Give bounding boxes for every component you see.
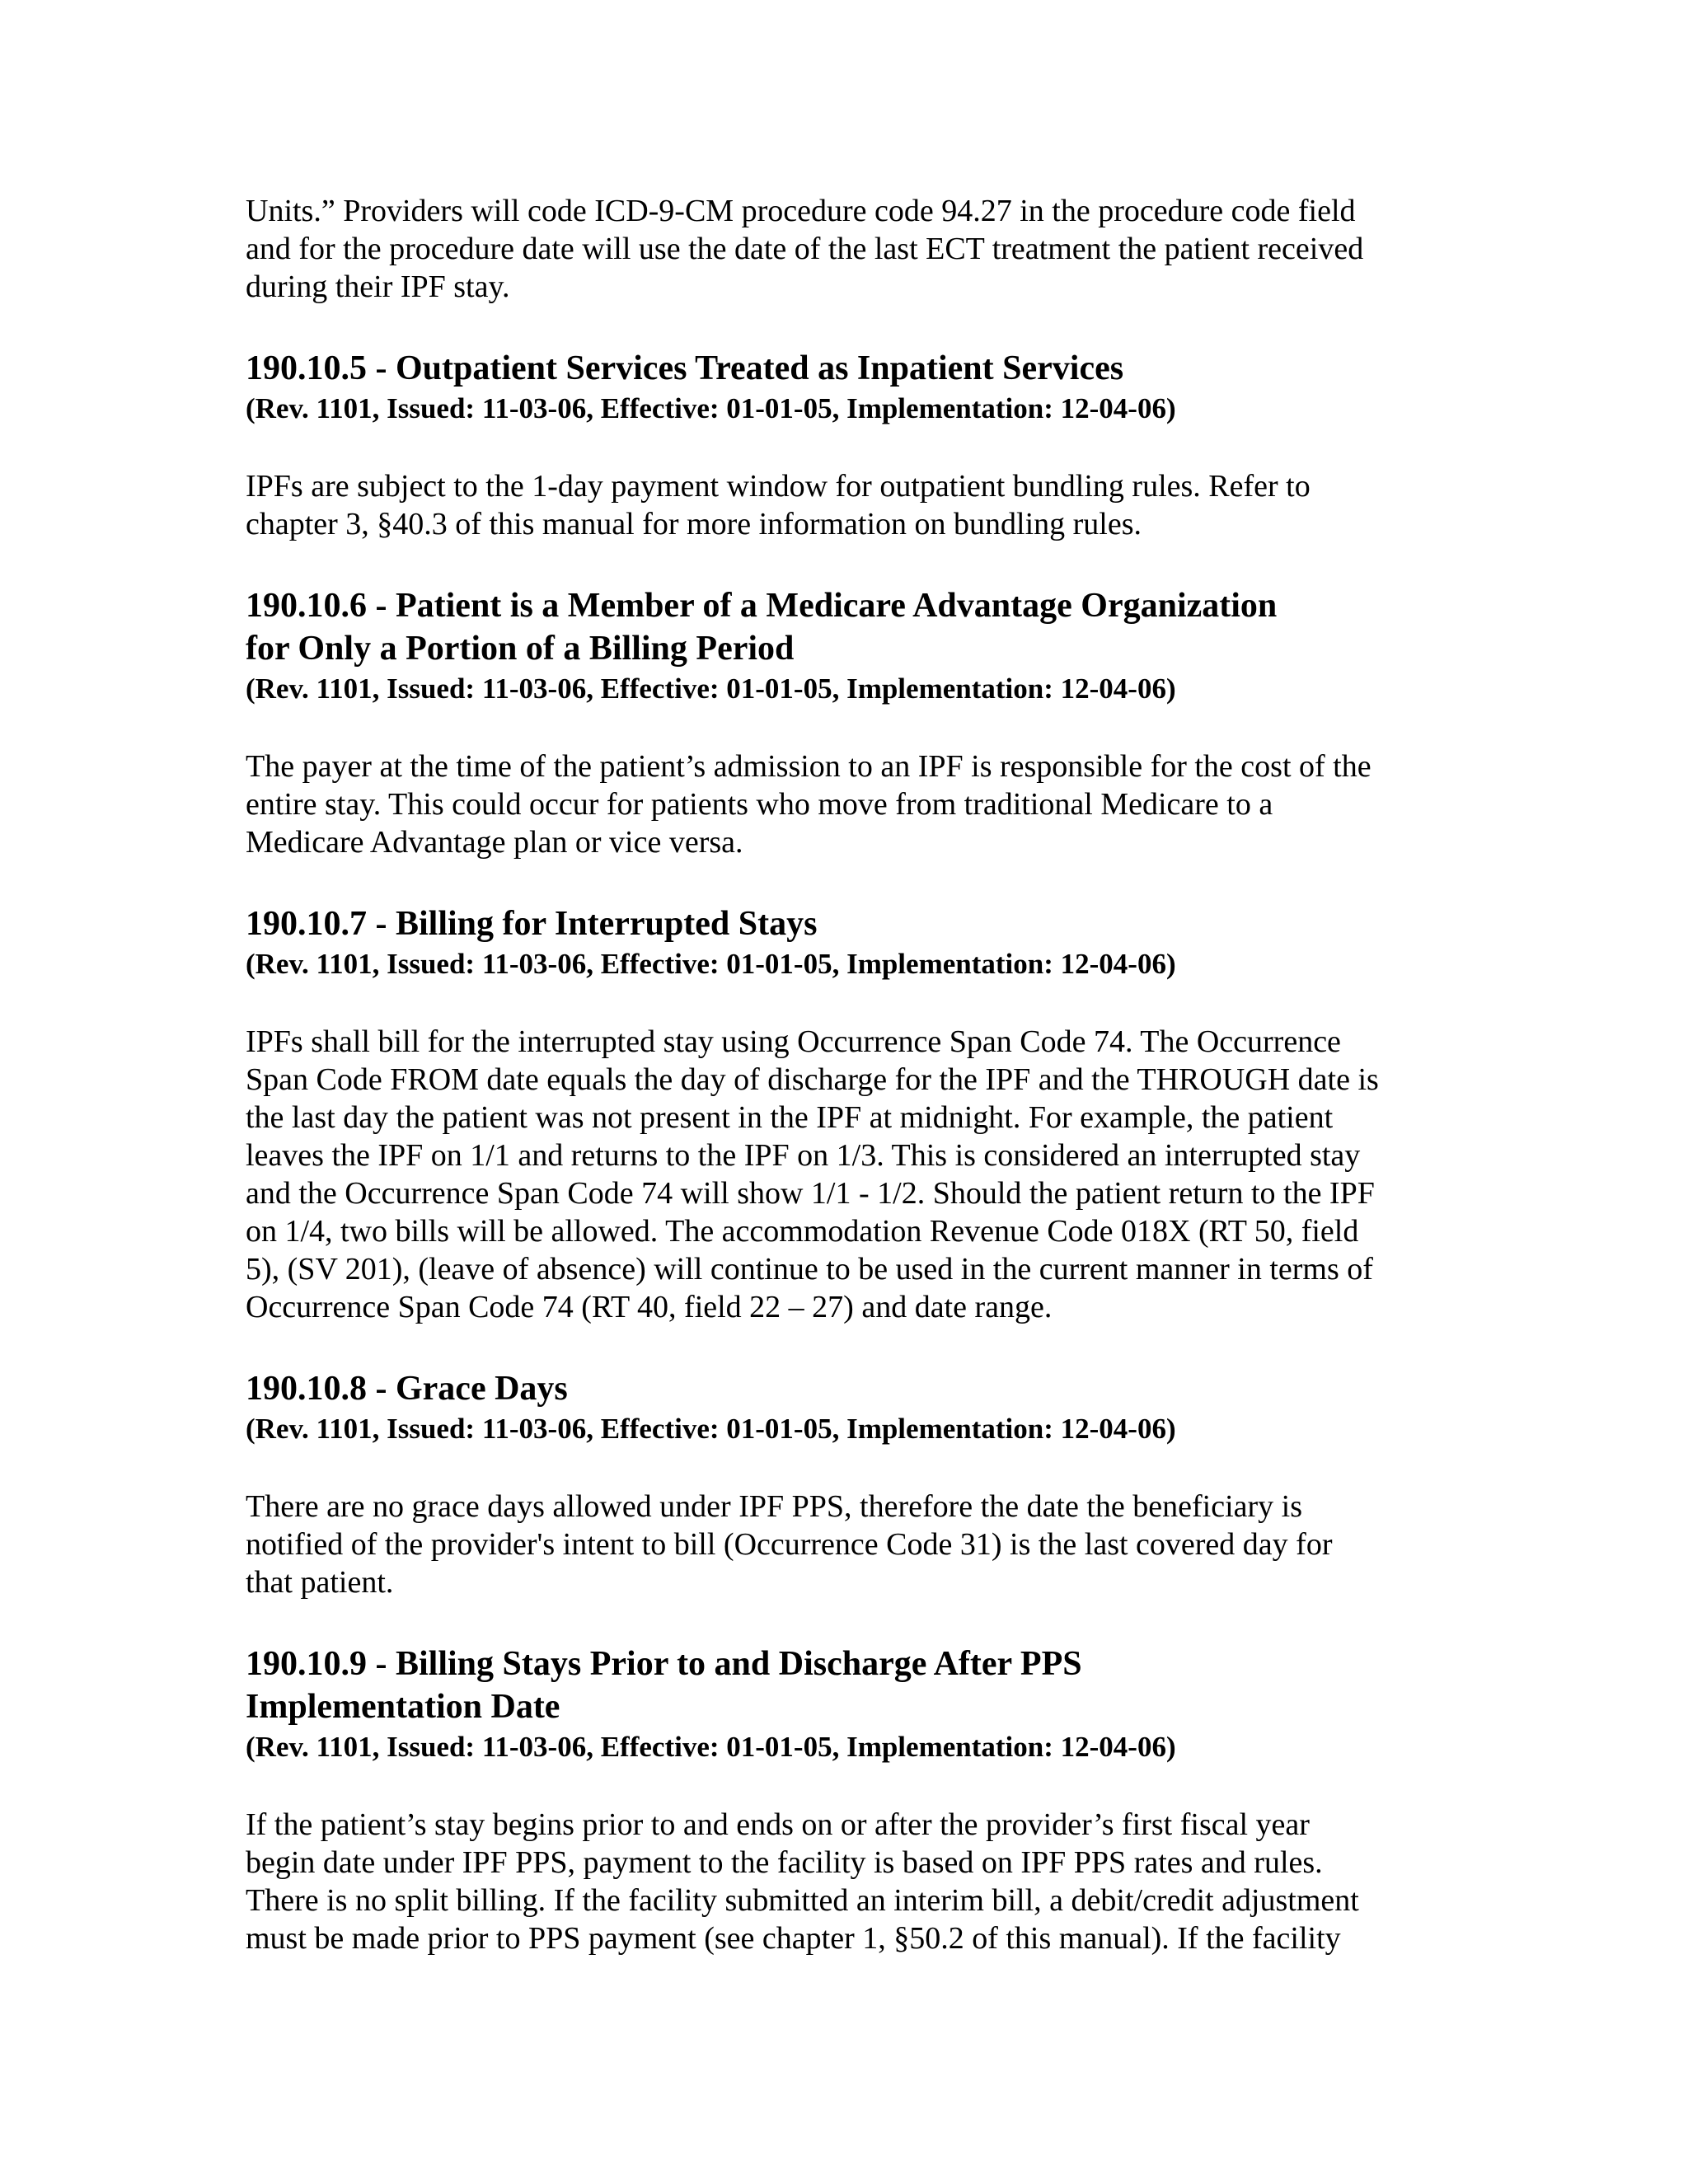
revision-note: (Rev. 1101, Issued: 11-03-06, Effective: 01-01-05, Implementation: 12-04-06) — [246, 1413, 1176, 1445]
paragraph-line: leaves the IPF on 1/1 and returns to the IPF on 1/3. This is considered an interrupted stay — [246, 1138, 1361, 1173]
section-body — [246, 748, 1449, 861]
paragraph-line: the last day the patient was not present in the IPF at midnight. For example, the patient — [246, 1100, 1334, 1135]
paragraph-line: Occurrence Span Code 74 (RT 40, field 22 – 27) and date range. — [246, 1290, 1053, 1324]
paragraph-line: that patient. — [246, 1565, 394, 1600]
paragraph-line: notified of the provider's intent to bill (Occurrence Code 31) is the last covered day for — [246, 1527, 1333, 1562]
revision-note: (Rev. 1101, Issued: 11-03-06, Effective: 01-01-05, Implementation: 12-04-06) — [246, 948, 1176, 980]
paragraph-line: 5), (SV 201), (leave of absence) will continue to be used in the current manner in terms of — [246, 1252, 1373, 1286]
paragraph-line: There is no split billing. If the facility submitted an interim bill, a debit/credit adjustment — [246, 1883, 1359, 1918]
section-body — [246, 1023, 1449, 1326]
document-page — [246, 192, 1449, 1957]
paragraph-line: Medicare Advantage plan or vice versa. — [246, 825, 743, 860]
section-body — [246, 467, 1449, 543]
intro-paragraph — [246, 192, 1449, 306]
revision-note: (Rev. 1101, Issued: 11-03-06, Effective: 01-01-05, Implementation: 12-04-06) — [246, 1731, 1176, 1763]
section-body — [246, 1488, 1449, 1601]
paragraph-line: There are no grace days allowed under IPF PPS, therefore the date the beneficiary is — [246, 1489, 1303, 1524]
paragraph-line: Span Code FROM date equals the day of discharge for the IPF and the THROUGH date is — [246, 1062, 1379, 1097]
paragraph-line: IPFs are subject to the 1-day payment window for outpatient bundling rules. Refer to — [246, 469, 1311, 504]
paragraph-line: on 1/4, two bills will be allowed. The accommodation Revenue Code 018X (RT 50, field — [246, 1214, 1359, 1249]
paragraph-line: chapter 3, §40.3 of this manual for more information on bundling rules. — [246, 507, 1142, 541]
paragraph-line: If the patient’s stay begins prior to and ends on or after the provider’s first fiscal year — [246, 1807, 1310, 1842]
paragraph-line: IPFs shall bill for the interrupted stay using Occurrence Span Code 74. The Occurrence — [246, 1024, 1341, 1059]
section-heading-190-10-6: 190.10.6 - Patient is a Member of a Medicare Advantage Organization for Only a Portion of a Billing Period — [246, 587, 1278, 668]
paragraph-line: The payer at the time of the patient’s admission to an IPF is responsible for the cost of the — [246, 749, 1372, 784]
section-heading-190-10-7: 190.10.7 - Billing for Interrupted Stays — [246, 905, 818, 943]
paragraph-line: entire stay. This could occur for patients who move from traditional Medicare to a — [246, 787, 1273, 822]
paragraph-line: and for the procedure date will use the date of the last ECT treatment the patient received — [246, 232, 1364, 266]
revision-note: (Rev. 1101, Issued: 11-03-06, Effective: 01-01-05, Implementation: 12-04-06) — [246, 673, 1176, 705]
revision-note: (Rev. 1101, Issued: 11-03-06, Effective: 01-01-05, Implementation: 12-04-06) — [246, 392, 1176, 424]
paragraph-line: and the Occurrence Span Code 74 will show 1/1 - 1/2. Should the patient return to the IPF — [246, 1176, 1375, 1211]
paragraph-line: begin date under IPF PPS, payment to the facility is based on IPF PPS rates and rules. — [246, 1845, 1323, 1880]
section-heading-190-10-5: 190.10.5 - Outpatient Services Treated as Inpatient Services — [246, 349, 1124, 387]
paragraph-line: during their IPF stay. — [246, 269, 510, 304]
paragraph-line: Units.” Providers will code ICD-9-CM procedure code 94.27 in the procedure code field — [246, 194, 1356, 228]
section-body — [246, 1806, 1449, 1957]
paragraph-line: must be made prior to PPS payment (see chapter 1, §50.2 of this manual). If the facility — [246, 1921, 1341, 1956]
section-heading-190-10-8: 190.10.8 - Grace Days — [246, 1370, 568, 1408]
section-heading-190-10-9: 190.10.9 - Billing Stays Prior to and Discharge After PPS Implementation Date — [246, 1645, 1082, 1726]
